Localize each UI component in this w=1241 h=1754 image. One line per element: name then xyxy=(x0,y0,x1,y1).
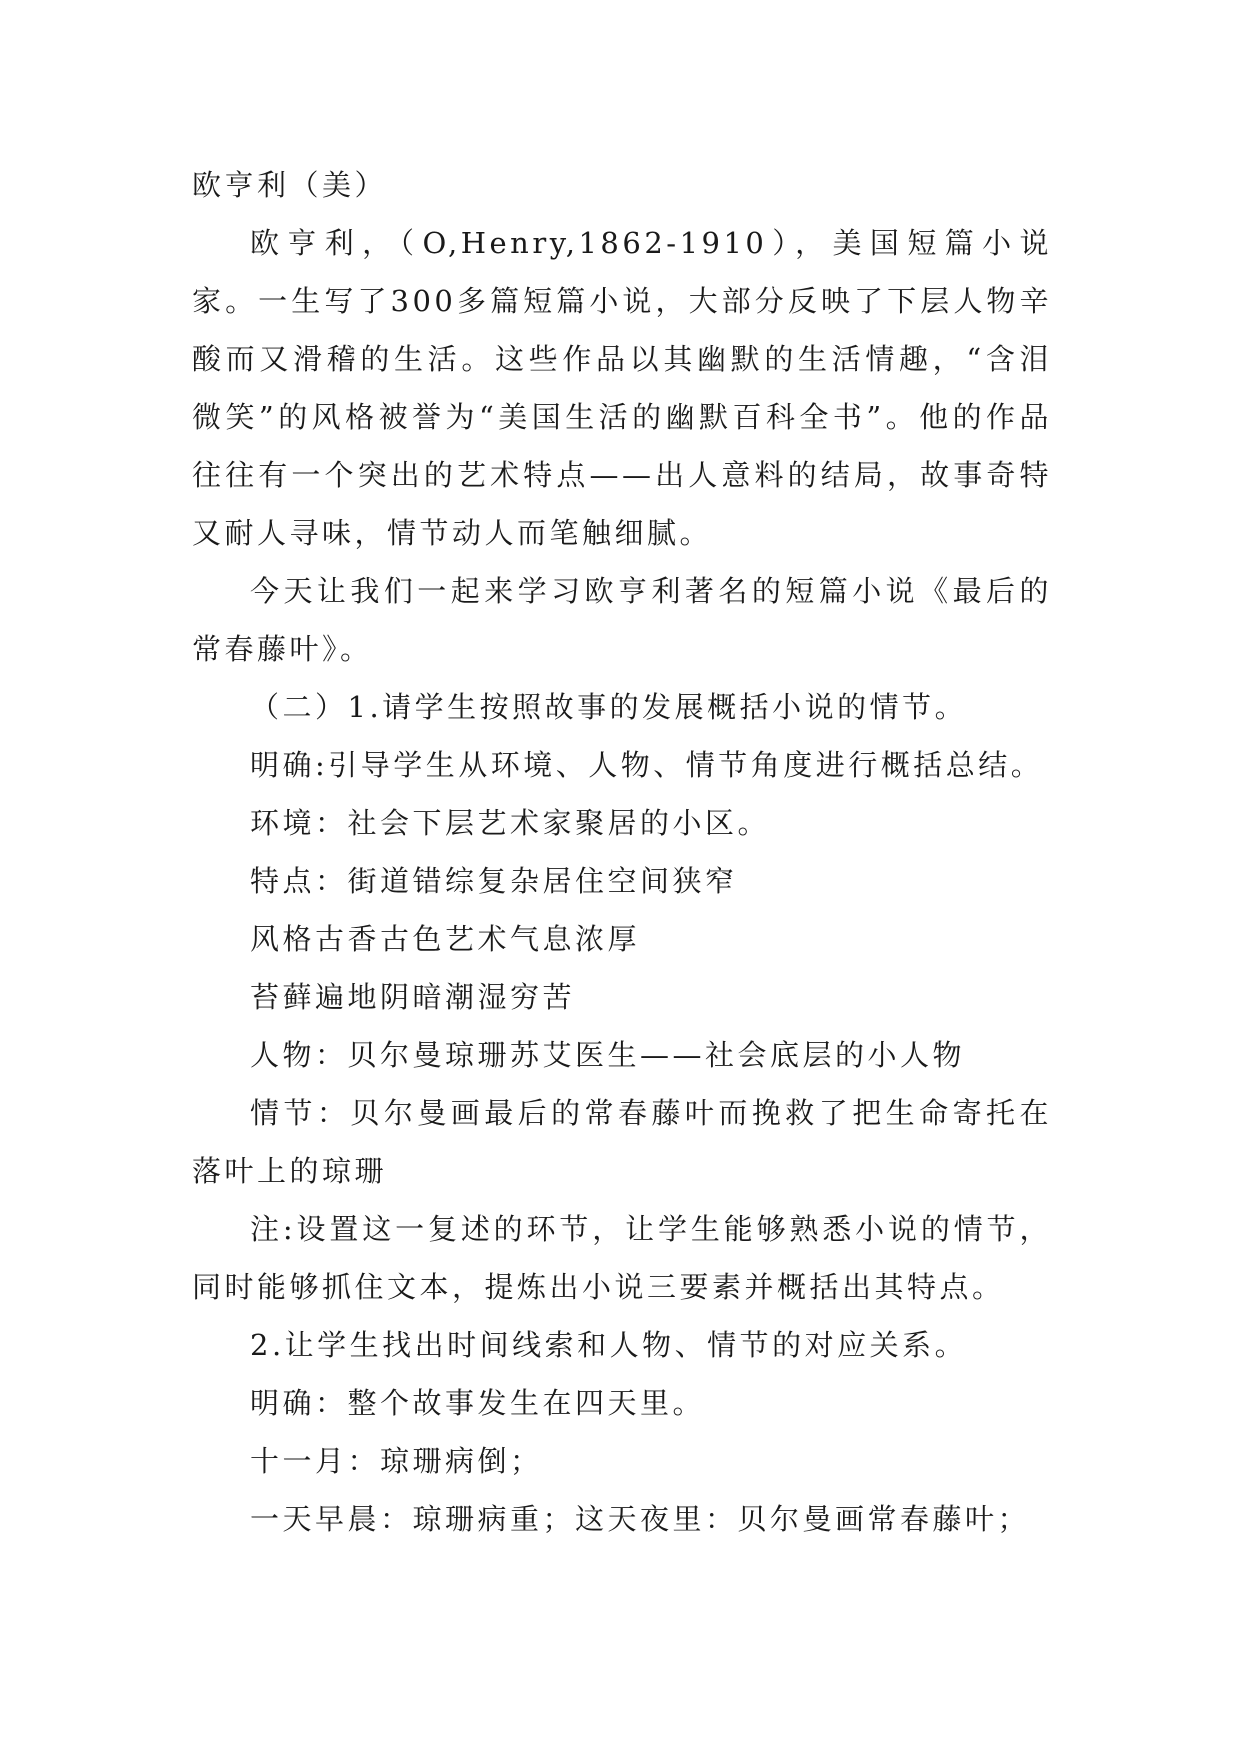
november-paragraph: 十一月：琼珊病倒； xyxy=(250,1444,543,1478)
document-body xyxy=(192,156,1052,1548)
task-1-paragraph: （二）1.请学生按照故事的发展概括小说的情节。 xyxy=(250,690,968,724)
author-intro-paragraph: 欧亨利，（O,Henry,1862-1910），美国短篇小说家。一生写了300多篇短篇小说，大部分反映了下层人物辛酸而又滑稽的生活。这些作品以其幽默的生活情趣，“含泪微笑”的风格被誉为“美国生活的幽默百科全书”。他的作品往往有一个突出的艺术特点——出人意料的结局，故事奇特又耐人寻味，情节动人而笔触细腻。 xyxy=(192,226,1052,550)
timeline-paragraph: 一天早晨：琼珊病重；这天夜里：贝尔曼画常春藤叶； xyxy=(250,1502,1031,1536)
characters-paragraph: 人物：贝尔曼琼珊苏艾医生——社会底层的小人物 xyxy=(250,1038,966,1072)
lesson-intro-paragraph: 今天让我们一起来学习欧亨利著名的短篇小说《最后的常春藤叶》。 xyxy=(192,574,1052,666)
note-paragraph: 注:设置这一复述的环节，让学生能够熟悉小说的情节，同时能够抓住文本，提炼出小说三要素并概括出其特点。 xyxy=(192,1212,1052,1304)
clarify-paragraph: 明确:引导学生从环境、人物、情节角度进行概括总结。 xyxy=(250,748,1044,782)
task-2-paragraph: 2.让学生找出时间线索和人物、情节的对应关系。 xyxy=(250,1328,968,1362)
clarify-time-paragraph: 明确：整个故事发生在四天里。 xyxy=(250,1386,706,1420)
environment-paragraph: 环境：社会下层艺术家聚居的小区。 xyxy=(250,806,771,840)
moss-paragraph: 苔藓遍地阴暗潮湿穷苦 xyxy=(250,980,576,1014)
style-paragraph: 风格古香古色艺术气息浓厚 xyxy=(250,922,641,956)
author-heading: 欧亨利（美） xyxy=(192,168,388,202)
features-paragraph: 特点：街道错综复杂居住空间狭窄 xyxy=(250,864,738,898)
plot-paragraph: 情节：贝尔曼画最后的常春藤叶而挽救了把生命寄托在落叶上的琼珊 xyxy=(192,1096,1052,1188)
